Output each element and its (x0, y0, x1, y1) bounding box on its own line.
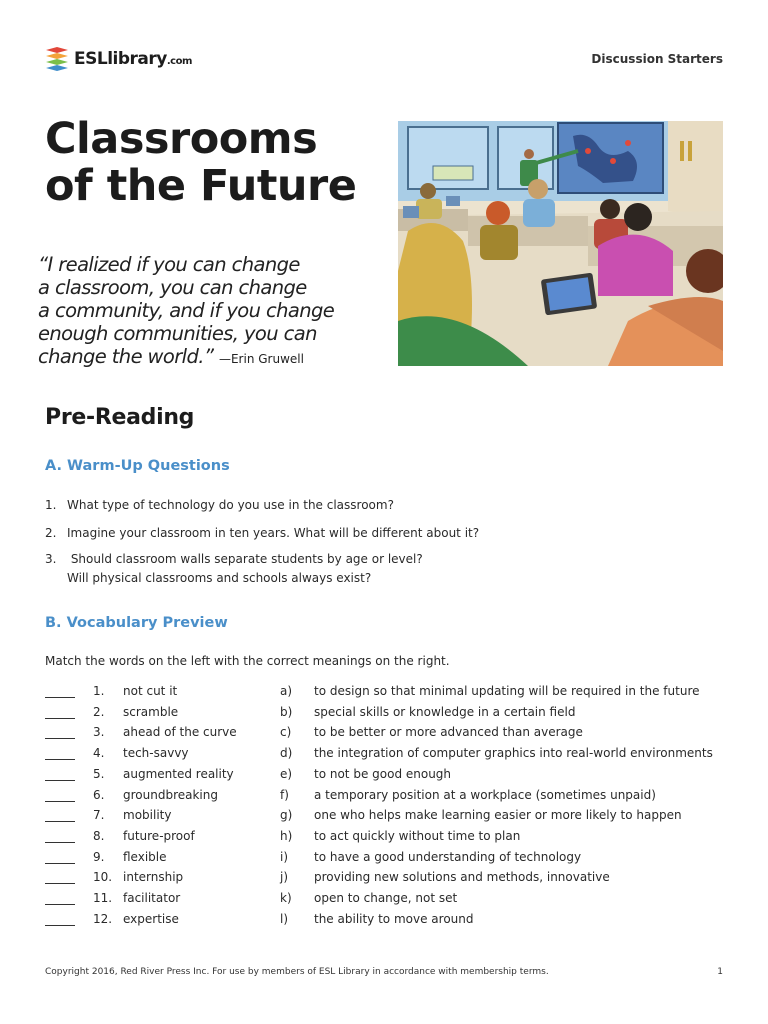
vocabulary-row (45, 912, 725, 930)
quote-author: —Erin Gruwell (218, 352, 304, 366)
vocabulary-heading: B. Vocabulary Preview (45, 615, 228, 631)
vocabulary-row (45, 808, 725, 826)
vocabulary-word: internship (123, 870, 184, 885)
esl-library-logo (45, 46, 192, 72)
vocabulary-row (45, 850, 725, 868)
vocabulary-number: 8. (93, 828, 105, 843)
vocabulary-meaning: to not be good enough (314, 766, 452, 781)
vocabulary-number: 11. (93, 891, 113, 905)
vocabulary-row (45, 870, 725, 888)
vocabulary-meaning: to have a good understanding of technology (314, 849, 582, 864)
answer-blank[interactable] (45, 883, 75, 884)
vocabulary-word: tech-savvy (123, 746, 189, 761)
vocabulary-row (45, 788, 725, 806)
vocabulary-meaning: open to change, not set (314, 891, 458, 905)
answer-blank[interactable] (45, 863, 75, 864)
meaning-letter: h) (280, 828, 293, 843)
vocabulary-meaning: to design so that minimal updating will be required in the future (314, 684, 700, 698)
meaning-letter: k) (280, 891, 292, 905)
answer-blank[interactable] (45, 801, 75, 802)
vocabulary-number: 12. (93, 911, 113, 926)
vocabulary-row (45, 829, 725, 847)
quote-line: enough communities, you can (38, 322, 317, 345)
answer-blank[interactable] (45, 821, 75, 822)
vocabulary-number: 9. (93, 849, 105, 864)
vocabulary-row (45, 725, 725, 743)
logo-wordmark: ESLlibrary.com (74, 49, 192, 69)
vocabulary-meaning: the ability to move around (314, 911, 474, 926)
vocabulary-number: 5. (93, 766, 105, 781)
vocabulary-row (45, 746, 725, 764)
vocabulary-word: future-proof (123, 828, 195, 843)
answer-blank[interactable] (45, 925, 75, 926)
vocabulary-meaning: the integration of computer graphics into real-world environments (314, 746, 713, 761)
answer-blank[interactable] (45, 780, 75, 781)
answer-blank[interactable] (45, 759, 75, 760)
title-line: of the Future (45, 161, 357, 211)
vocabulary-word: expertise (123, 911, 179, 926)
vocabulary-word: groundbreaking (123, 787, 218, 802)
vocabulary-instruction: Match the words on the left with the correct meanings on the right. (45, 654, 450, 668)
vocabulary-word: ahead of the curve (123, 725, 237, 740)
answer-blank[interactable] (45, 697, 75, 698)
vocabulary-word: not cut it (123, 684, 178, 698)
vocabulary-number: 6. (93, 787, 105, 802)
vocabulary-number: 2. (93, 704, 105, 719)
answer-blank[interactable] (45, 738, 75, 739)
meaning-letter: c) (280, 725, 292, 740)
vocabulary-meaning: providing new solutions and methods, innovative (314, 870, 610, 885)
meaning-letter: g) (280, 808, 293, 823)
classroom-illustration (398, 121, 723, 366)
vocabulary-meaning: to act quickly without time to plan (314, 828, 521, 843)
vocabulary-number: 7. (93, 808, 105, 823)
copyright-footer: Copyright 2016, Red River Press Inc. For use by members of ESL Library in accordance with membership terms. (45, 967, 549, 977)
answer-blank[interactable] (45, 842, 75, 843)
vocabulary-number: 10. (93, 870, 113, 885)
vocabulary-meaning: one who helps make learning easier or more likely to happen (314, 808, 682, 823)
vocabulary-meaning: to be better or more advanced than average (314, 725, 583, 740)
vocabulary-number: 4. (93, 746, 105, 761)
answer-blank[interactable] (45, 718, 75, 719)
vocabulary-meaning: a temporary position at a workplace (sometimes unpaid) (314, 787, 656, 802)
meaning-letter: d) (280, 746, 293, 761)
vocabulary-number: 3. (93, 725, 105, 740)
vocabulary-row (45, 705, 725, 723)
quote-line: a community, and if you change (38, 299, 335, 322)
vocabulary-row (45, 891, 725, 909)
meaning-letter: a) (280, 684, 293, 698)
meaning-letter: j) (280, 870, 289, 885)
warmup-heading: A. Warm-Up Questions (45, 458, 230, 474)
vocabulary-word: mobility (123, 808, 172, 823)
vocabulary-meaning: special skills or knowledge in a certain field (314, 704, 576, 719)
meaning-letter: b) (280, 704, 293, 719)
pre-reading-heading: Pre-Reading (45, 405, 195, 430)
vocabulary-word: flexible (123, 849, 167, 864)
page-number: 1 (717, 967, 723, 977)
vocabulary-row (45, 684, 725, 702)
title-line: Classrooms (45, 114, 318, 164)
quote-line-last: change the world.” —Erin Gruwell (38, 345, 304, 368)
vocabulary-number: 1. (93, 684, 105, 698)
meaning-letter: l) (280, 911, 289, 926)
quote-line: a classroom, you can change (38, 276, 307, 299)
answer-blank[interactable] (45, 904, 75, 905)
vocabulary-row (45, 767, 725, 785)
page-title (45, 116, 385, 210)
meaning-letter: f) (280, 787, 289, 802)
vocabulary-word: augmented reality (123, 766, 234, 781)
section-label: Discussion Starters (591, 52, 723, 66)
meaning-letter: i) (280, 849, 289, 864)
quote-block (38, 253, 398, 371)
book-stack-icon (45, 46, 69, 72)
vocabulary-word: facilitator (123, 891, 181, 905)
meaning-letter: e) (280, 766, 293, 781)
quote-line: “I realized if you can change (38, 253, 300, 276)
vocabulary-word: scramble (123, 704, 179, 719)
